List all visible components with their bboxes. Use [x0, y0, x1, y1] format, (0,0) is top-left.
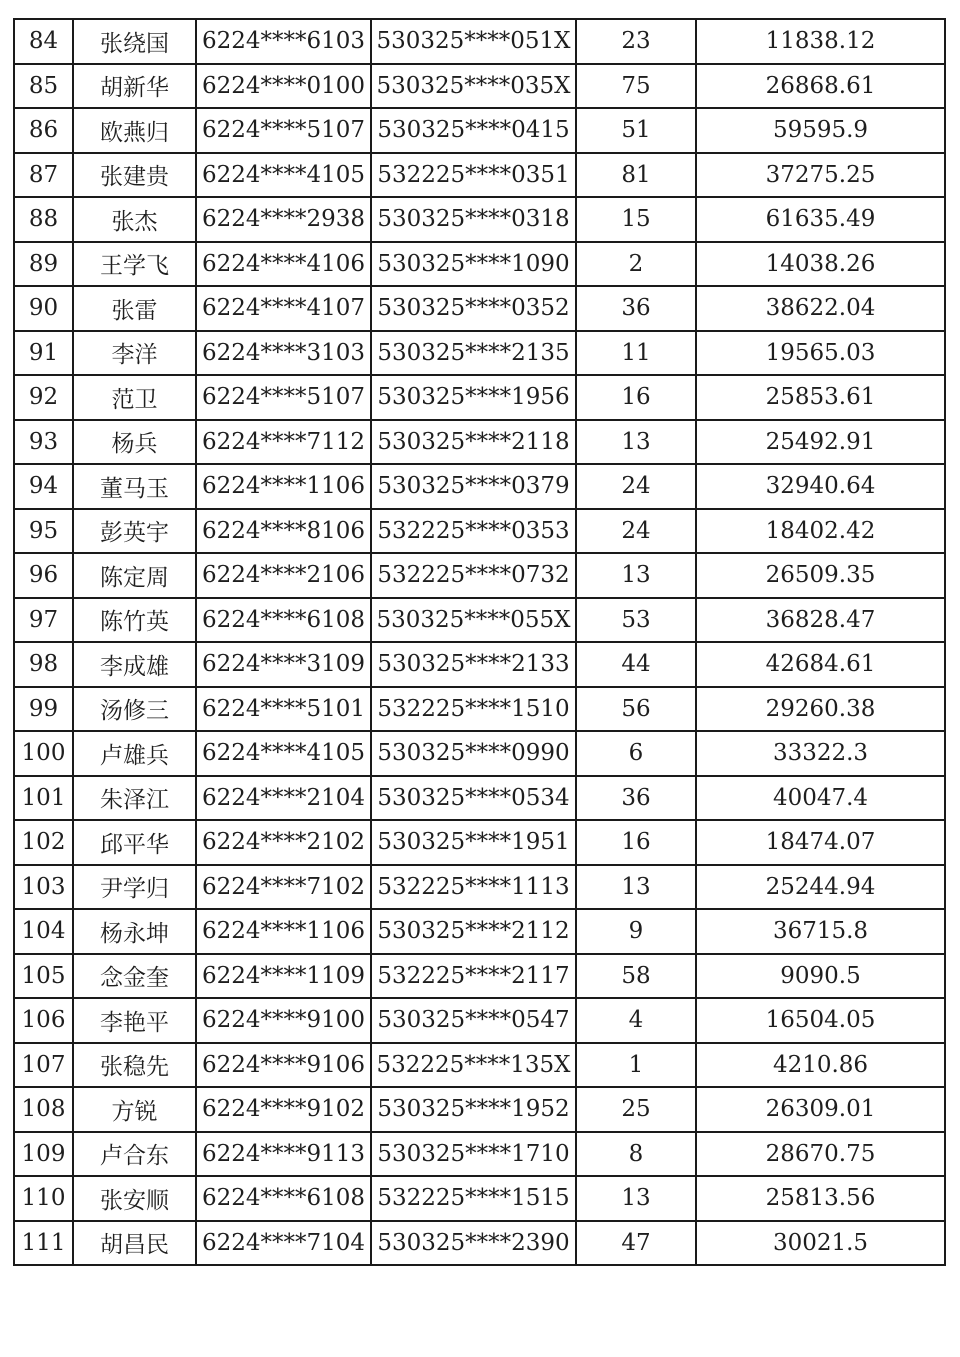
row-number-cell: 100	[14, 731, 73, 776]
amount-cell: 25853.61	[696, 375, 945, 420]
name-cell: 欧燕归	[73, 108, 196, 153]
table-row	[14, 1221, 945, 1266]
bank-card-cell: 6224****8106	[196, 509, 371, 554]
id-number-cell: 530325****051X	[371, 19, 576, 64]
bank-card-cell: 6224****1106	[196, 464, 371, 509]
id-number-cell: 530325****2112	[371, 909, 576, 954]
bank-card-cell: 6224****9100	[196, 998, 371, 1043]
row-number-cell: 89	[14, 242, 73, 287]
id-number-cell: 530325****1710	[371, 1132, 576, 1177]
table-row	[14, 197, 945, 242]
id-number-cell: 530325****0547	[371, 998, 576, 1043]
amount-cell: 33322.3	[696, 731, 945, 776]
name-cell: 李洋	[73, 331, 196, 376]
name-cell: 胡昌民	[73, 1221, 196, 1266]
bank-card-cell: 6224****2106	[196, 553, 371, 598]
table-row	[14, 642, 945, 687]
table-row	[14, 909, 945, 954]
row-number-cell: 85	[14, 64, 73, 109]
name-cell: 念金奎	[73, 954, 196, 999]
id-number-cell: 530325****2118	[371, 420, 576, 465]
count-cell: 53	[576, 598, 696, 643]
id-number-cell: 530325****2133	[371, 642, 576, 687]
name-cell: 卢雄兵	[73, 731, 196, 776]
table-row	[14, 420, 945, 465]
row-number-cell: 98	[14, 642, 73, 687]
count-cell: 6	[576, 731, 696, 776]
name-cell: 范卫	[73, 375, 196, 420]
name-cell: 尹学归	[73, 865, 196, 910]
count-cell: 36	[576, 286, 696, 331]
bank-card-cell: 6224****3109	[196, 642, 371, 687]
id-number-cell: 532225****2117	[371, 954, 576, 999]
bank-card-cell: 6224****2102	[196, 820, 371, 865]
amount-cell: 28670.75	[696, 1132, 945, 1177]
name-cell: 李艳平	[73, 998, 196, 1043]
table-row	[14, 553, 945, 598]
document-page	[13, 18, 946, 1266]
amount-cell: 4210.86	[696, 1043, 945, 1088]
count-cell: 16	[576, 375, 696, 420]
bank-card-cell: 6224****1106	[196, 909, 371, 954]
id-number-cell: 532225****1510	[371, 687, 576, 732]
name-cell: 张安顺	[73, 1176, 196, 1221]
id-number-cell: 530325****035X	[371, 64, 576, 109]
table-row	[14, 19, 945, 64]
amount-cell: 32940.64	[696, 464, 945, 509]
amount-cell: 30021.5	[696, 1221, 945, 1266]
count-cell: 1	[576, 1043, 696, 1088]
name-cell: 张雷	[73, 286, 196, 331]
row-number-cell: 88	[14, 197, 73, 242]
table-row	[14, 108, 945, 153]
bank-card-cell: 6224****4107	[196, 286, 371, 331]
id-number-cell: 530325****0352	[371, 286, 576, 331]
id-number-cell: 532225****0732	[371, 553, 576, 598]
bank-card-cell: 6224****9102	[196, 1087, 371, 1132]
id-number-cell: 530325****0990	[371, 731, 576, 776]
name-cell: 张稳先	[73, 1043, 196, 1088]
bank-card-cell: 6224****6103	[196, 19, 371, 64]
row-number-cell: 101	[14, 776, 73, 821]
row-number-cell: 106	[14, 998, 73, 1043]
bank-card-cell: 6224****2104	[196, 776, 371, 821]
table-row	[14, 1132, 945, 1177]
table-row	[14, 1087, 945, 1132]
count-cell: 81	[576, 153, 696, 198]
bank-card-cell: 6224****6108	[196, 1176, 371, 1221]
count-cell: 75	[576, 64, 696, 109]
row-number-cell: 87	[14, 153, 73, 198]
count-cell: 9	[576, 909, 696, 954]
bank-card-cell: 6224****4105	[196, 731, 371, 776]
amount-cell: 18402.42	[696, 509, 945, 554]
row-number-cell: 93	[14, 420, 73, 465]
count-cell: 51	[576, 108, 696, 153]
count-cell: 13	[576, 420, 696, 465]
name-cell: 陈竹英	[73, 598, 196, 643]
row-number-cell: 107	[14, 1043, 73, 1088]
amount-cell: 61635.49	[696, 197, 945, 242]
bank-card-cell: 6224****7104	[196, 1221, 371, 1266]
amount-cell: 36715.8	[696, 909, 945, 954]
count-cell: 24	[576, 509, 696, 554]
count-cell: 25	[576, 1087, 696, 1132]
id-number-cell: 532225****1515	[371, 1176, 576, 1221]
table-row	[14, 1176, 945, 1221]
amount-cell: 25244.94	[696, 865, 945, 910]
amount-cell: 11838.12	[696, 19, 945, 64]
bank-card-cell: 6224****2938	[196, 197, 371, 242]
table-row	[14, 954, 945, 999]
name-cell: 方锐	[73, 1087, 196, 1132]
bank-card-cell: 6224****9106	[196, 1043, 371, 1088]
table-row	[14, 331, 945, 376]
amount-cell: 59595.9	[696, 108, 945, 153]
count-cell: 13	[576, 1176, 696, 1221]
id-number-cell: 530325****055X	[371, 598, 576, 643]
name-cell: 汤修三	[73, 687, 196, 732]
count-cell: 58	[576, 954, 696, 999]
bank-card-cell: 6224****6108	[196, 598, 371, 643]
row-number-cell: 109	[14, 1132, 73, 1177]
name-cell: 杨兵	[73, 420, 196, 465]
count-cell: 24	[576, 464, 696, 509]
table-row	[14, 598, 945, 643]
id-number-cell: 530325****0379	[371, 464, 576, 509]
id-number-cell: 530325****0415	[371, 108, 576, 153]
table-row	[14, 687, 945, 732]
amount-cell: 16504.05	[696, 998, 945, 1043]
records-table	[13, 18, 946, 1266]
records-table-body	[14, 19, 945, 1265]
row-number-cell: 95	[14, 509, 73, 554]
count-cell: 8	[576, 1132, 696, 1177]
name-cell: 董马玉	[73, 464, 196, 509]
table-row	[14, 242, 945, 287]
name-cell: 朱泽江	[73, 776, 196, 821]
name-cell: 王学飞	[73, 242, 196, 287]
name-cell: 卢合东	[73, 1132, 196, 1177]
id-number-cell: 530325****1952	[371, 1087, 576, 1132]
row-number-cell: 99	[14, 687, 73, 732]
bank-card-cell: 6224****7112	[196, 420, 371, 465]
row-number-cell: 102	[14, 820, 73, 865]
count-cell: 44	[576, 642, 696, 687]
count-cell: 47	[576, 1221, 696, 1266]
row-number-cell: 111	[14, 1221, 73, 1266]
row-number-cell: 103	[14, 865, 73, 910]
bank-card-cell: 6224****9113	[196, 1132, 371, 1177]
row-number-cell: 84	[14, 19, 73, 64]
bank-card-cell: 6224****4106	[196, 242, 371, 287]
id-number-cell: 530325****1956	[371, 375, 576, 420]
amount-cell: 25813.56	[696, 1176, 945, 1221]
name-cell: 胡新华	[73, 64, 196, 109]
id-number-cell: 532225****0353	[371, 509, 576, 554]
id-number-cell: 532225****1113	[371, 865, 576, 910]
table-row	[14, 1043, 945, 1088]
row-number-cell: 91	[14, 331, 73, 376]
count-cell: 13	[576, 865, 696, 910]
id-number-cell: 532225****0351	[371, 153, 576, 198]
id-number-cell: 530325****0318	[371, 197, 576, 242]
name-cell: 张杰	[73, 197, 196, 242]
table-row	[14, 464, 945, 509]
id-number-cell: 532225****135X	[371, 1043, 576, 1088]
row-number-cell: 104	[14, 909, 73, 954]
row-number-cell: 110	[14, 1176, 73, 1221]
name-cell: 张绕国	[73, 19, 196, 64]
amount-cell: 36828.47	[696, 598, 945, 643]
name-cell: 陈定周	[73, 553, 196, 598]
row-number-cell: 90	[14, 286, 73, 331]
amount-cell: 25492.91	[696, 420, 945, 465]
row-number-cell: 92	[14, 375, 73, 420]
amount-cell: 38622.04	[696, 286, 945, 331]
amount-cell: 26309.01	[696, 1087, 945, 1132]
bank-card-cell: 6224****3103	[196, 331, 371, 376]
amount-cell: 26509.35	[696, 553, 945, 598]
id-number-cell: 530325****0534	[371, 776, 576, 821]
count-cell: 4	[576, 998, 696, 1043]
bank-card-cell: 6224****5107	[196, 375, 371, 420]
amount-cell: 40047.4	[696, 776, 945, 821]
count-cell: 2	[576, 242, 696, 287]
count-cell: 23	[576, 19, 696, 64]
table-row	[14, 820, 945, 865]
row-number-cell: 96	[14, 553, 73, 598]
amount-cell: 26868.61	[696, 64, 945, 109]
bank-card-cell: 6224****1109	[196, 954, 371, 999]
amount-cell: 42684.61	[696, 642, 945, 687]
count-cell: 56	[576, 687, 696, 732]
bank-card-cell: 6224****7102	[196, 865, 371, 910]
row-number-cell: 86	[14, 108, 73, 153]
count-cell: 13	[576, 553, 696, 598]
table-row	[14, 731, 945, 776]
name-cell: 彭英宇	[73, 509, 196, 554]
bank-card-cell: 6224****5107	[196, 108, 371, 153]
amount-cell: 29260.38	[696, 687, 945, 732]
name-cell: 杨永坤	[73, 909, 196, 954]
table-row	[14, 776, 945, 821]
name-cell: 李成雄	[73, 642, 196, 687]
table-row	[14, 64, 945, 109]
table-row	[14, 865, 945, 910]
amount-cell: 37275.25	[696, 153, 945, 198]
bank-card-cell: 6224****5101	[196, 687, 371, 732]
row-number-cell: 108	[14, 1087, 73, 1132]
row-number-cell: 105	[14, 954, 73, 999]
amount-cell: 14038.26	[696, 242, 945, 287]
bank-card-cell: 6224****0100	[196, 64, 371, 109]
id-number-cell: 530325****2390	[371, 1221, 576, 1266]
count-cell: 16	[576, 820, 696, 865]
id-number-cell: 530325****1090	[371, 242, 576, 287]
row-number-cell: 97	[14, 598, 73, 643]
amount-cell: 9090.5	[696, 954, 945, 999]
table-row	[14, 286, 945, 331]
table-row	[14, 153, 945, 198]
name-cell: 邱平华	[73, 820, 196, 865]
amount-cell: 19565.03	[696, 331, 945, 376]
count-cell: 15	[576, 197, 696, 242]
name-cell: 张建贵	[73, 153, 196, 198]
table-row	[14, 509, 945, 554]
bank-card-cell: 6224****4105	[196, 153, 371, 198]
row-number-cell: 94	[14, 464, 73, 509]
table-row	[14, 998, 945, 1043]
id-number-cell: 530325****2135	[371, 331, 576, 376]
table-row	[14, 375, 945, 420]
id-number-cell: 530325****1951	[371, 820, 576, 865]
amount-cell: 18474.07	[696, 820, 945, 865]
count-cell: 11	[576, 331, 696, 376]
count-cell: 36	[576, 776, 696, 821]
